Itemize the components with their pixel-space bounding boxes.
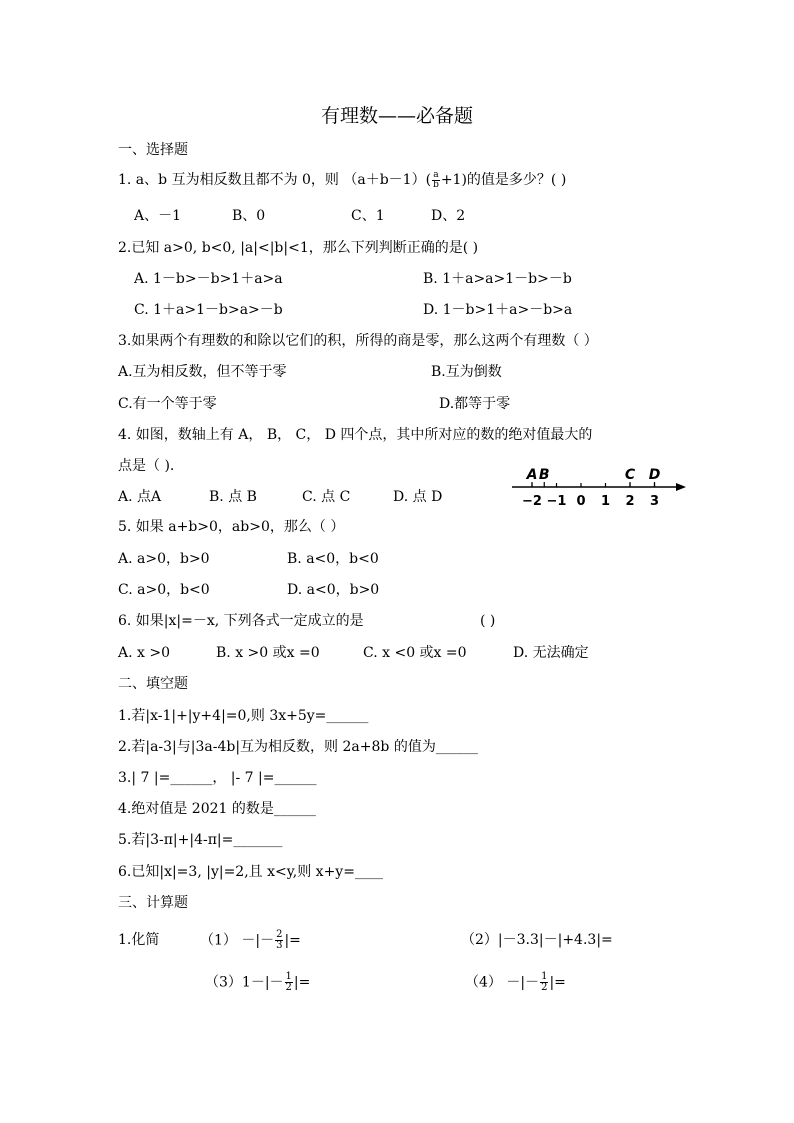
calc-part-2: （2）|－3.3|－|+4.3|= — [461, 932, 613, 948]
fraction-numerator: 1 — [541, 971, 548, 982]
question-6-stem: 6. 如果|x|=－x, 下列各式一定成立的是 — [118, 613, 364, 629]
fraction-denominator: 2 — [285, 982, 292, 993]
question-3-option-a: A.互为相反数，但不等于零 — [118, 364, 287, 380]
question-6-option-c: C. x <0 或x =0 — [363, 645, 467, 661]
question-5-stem: 5. 如果 a+b>0，ab>0，那么（ ） — [118, 519, 345, 535]
calc-part-1-text-a: （1） －|－ — [200, 932, 275, 949]
question-1-option-a: A、－1 — [134, 208, 182, 224]
number-line-tick-label: 0 — [576, 494, 586, 509]
fill-question-6: 6.已知|x|=3, |y|=2,且 x<y,则 x+y=____ — [118, 864, 383, 880]
question-4-stem-line-1: 4. 如图，数轴上有 A， B， C， D 四个点，其中所对应的数的绝对值最大的 — [118, 427, 593, 443]
question-1-option-b: B、0 — [232, 208, 266, 224]
fill-question-2: 2.若|a-3|与|3a-4b|互为相反数，则 2a+8b 的值为______ — [118, 739, 478, 755]
fraction-one-half — [285, 972, 293, 993]
question-6-option-b: B. x >0 或x =0 — [216, 645, 320, 661]
fraction-numerator: a — [433, 169, 439, 180]
question-5-option-c: C. a>0，b<0 — [118, 582, 210, 598]
question-4-option-a: A. 点A — [118, 489, 162, 505]
question-2-stem: 2.已知 a>0, b<0, |a|<|b|<1，那么下列判断正确的是( ) — [118, 240, 479, 256]
question-5-option-d: D. a<0，b>0 — [287, 582, 380, 598]
calc-part-3 — [205, 972, 310, 993]
question-4-option-b: B. 点 B — [209, 489, 257, 505]
calc-part-4-text-b: |= — [549, 974, 566, 991]
number-line-tick-label: 2 — [625, 494, 635, 509]
page-title: 有理数——必备题 — [320, 105, 473, 127]
question-6-option-d: D. 无法确定 — [513, 645, 589, 661]
number-line-tick-label: −2 — [522, 494, 542, 509]
question-2-option-c: C. 1＋a>1－b>a>－b — [134, 302, 283, 318]
fraction-denominator: b — [433, 179, 439, 190]
question-4-option-d: D. 点 D — [393, 489, 443, 505]
calc-part-4 — [465, 972, 566, 993]
fraction-denominator: 3 — [276, 940, 283, 951]
question-3-option-b: B.互为倒数 — [431, 364, 502, 380]
fraction-denominator: 2 — [541, 982, 548, 993]
number-line-tick-label: −1 — [546, 494, 567, 509]
question-1-stem-text-a: 1. a、b 互为相反数且都不为 0，则 （a＋b－1）( — [118, 172, 432, 188]
question-2-option-d: D. 1－b>1＋a>－b>a — [423, 302, 573, 318]
section-heading-fill: 二、填空题 — [118, 676, 188, 692]
question-3-option-d: D.都等于零 — [439, 396, 511, 412]
number-line-point-label: B — [538, 467, 550, 483]
fill-question-3: 3.| 7 |=______， |- 7 |=______ — [118, 770, 317, 786]
question-3-stem: 3.如果两个有理数的和除以它们的积，所得的商是零，那么这两个有理数（ ） — [118, 333, 598, 349]
calc-part-4-text-a: （4） －|－ — [465, 974, 540, 991]
question-1-option-d: D、2 — [431, 208, 466, 224]
number-line-point-label: A — [526, 467, 538, 483]
section-heading-choice: 一、选择题 — [118, 142, 188, 158]
fraction-two-thirds — [275, 930, 283, 951]
question-1-option-c: C、1 — [351, 208, 385, 224]
question-5-option-b: B. a<0，b<0 — [287, 551, 379, 567]
number-line-arrow — [676, 483, 686, 491]
calc-part-1 — [200, 930, 301, 951]
fraction-one-half — [540, 972, 548, 993]
section-heading-calc: 三、计算题 — [118, 895, 188, 911]
fill-question-1: 1.若|x-1|+|y+4|=0,则 3x+5y=______ — [118, 708, 369, 724]
question-2-option-a: A. 1－b>－b>1＋a>a — [134, 271, 283, 287]
question-4-option-c: C. 点 C — [302, 489, 351, 505]
fraction-a-over-b — [432, 171, 440, 190]
calc-part-1-text-b: |= — [284, 932, 301, 949]
question-3-option-c: C.有一个等于零 — [118, 396, 217, 412]
number-line-figure — [508, 462, 690, 510]
question-1-stem-text-b: +1)的值是多少？( ) — [440, 172, 567, 188]
fraction-numerator: 2 — [276, 929, 283, 940]
question-6-option-a: A. x >0 — [118, 645, 170, 661]
fill-question-4: 4.绝对值是 2021 的数是______ — [118, 801, 316, 817]
fill-question-5: 5.若|3-π|+|4-π|=_______ — [118, 832, 283, 848]
question-1-stem — [118, 170, 566, 190]
fraction-numerator: 1 — [285, 971, 292, 982]
number-line-tick-label: 3 — [649, 494, 660, 509]
number-line-point-label: C — [624, 467, 636, 483]
question-4-stem-line-2: 点是（ ). — [118, 458, 175, 474]
calc-part-3-text-b: |= — [293, 974, 311, 991]
calc-part-3-text-a: （3）1－|－ — [205, 974, 284, 991]
question-2-option-b: B. 1＋a>a>1－b>－b — [423, 271, 572, 287]
question-6-answer-paren: ( ) — [480, 613, 496, 629]
calc-label: 1.化简 — [118, 932, 160, 948]
question-5-option-a: A. a>0，b>0 — [118, 551, 210, 567]
number-line-point-label: D — [648, 467, 661, 483]
number-line-tick-label: 1 — [600, 494, 611, 509]
